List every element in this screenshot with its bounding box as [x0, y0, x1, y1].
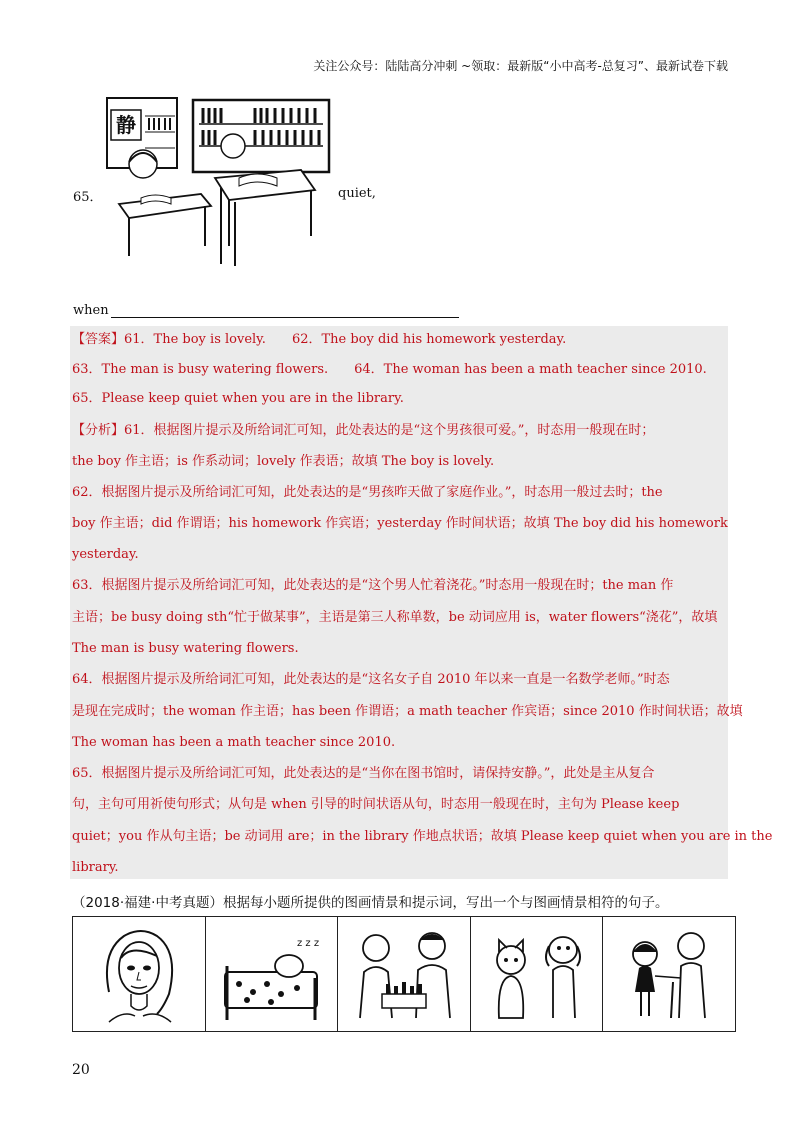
picture-cell-sleeping	[206, 917, 339, 1031]
picture-cell-girl-grandpa	[603, 917, 735, 1031]
picture-cell-cat-dog	[471, 917, 604, 1031]
analysis-line: 62．根据图片提示及所给词汇可知，此处表达的是“男孩昨天做了家庭作业。”，时态用一般过去时；the	[72, 485, 663, 500]
analysis-line: 65．根据图片提示及所给词汇可知，此处表达的是“当你在图书馆时，请保持安静。”，此处是主从复合	[72, 766, 655, 781]
question-intro: （2018·福建·中考真题）根据每小题所提供的图画情景和提示词，写出一个与图画情景相符的句子。	[72, 895, 669, 911]
answer-64: 64．The woman has been a math teacher since 2010.	[354, 362, 707, 377]
analysis-line: the boy 作主语；is 作系动词；lovely 作表语；故填 The boy is lovely.	[72, 454, 495, 469]
picture-table	[72, 916, 736, 1032]
answer-61: 【答案】61．The boy is lovely.	[72, 332, 266, 347]
library-illustration	[105, 96, 333, 266]
question-65-hint: quiet,	[338, 186, 376, 201]
analysis-line: quiet；you 作从句主语；be 动词用 are；in the library 作地点状语；故填 Please keep quiet when you are in the	[72, 829, 773, 844]
when-hint: when	[73, 303, 109, 318]
answer-line-61-62	[72, 331, 566, 349]
analysis-line: 63．根据图片提示及所给词汇可知，此处表达的是“这个男人忙着浇花。”时态用一般现在时；the man 作	[72, 578, 674, 593]
analysis-line: 主语；be busy doing sth“忙于做某事”，主语是第三人称单数，be 动词应用 is，water flowers“浇花”，故填	[72, 610, 718, 625]
analysis-line: The woman has been a math teacher since 2010.	[72, 735, 396, 750]
answer-63: 63．The man is busy watering flowers.	[72, 362, 329, 377]
analysis-line: 【分析】61．根据图片提示及所给词汇可知，此处表达的是“这个男孩很可爱。”，时态用一般现在时；	[72, 423, 655, 438]
analysis-line: 句，主句可用祈使句形式；从句是 when 引导的时间状语从句，时态用一般现在时，主句为 Please keep	[72, 797, 680, 812]
answer-line-63-64	[72, 361, 707, 379]
quiet-sign-char: 静	[116, 113, 136, 137]
page-header: 关注公众号：陆陆高分冲刺 ~领取：最新版“小中高考-总复习”、最新试卷下载	[313, 59, 728, 73]
picture-cell-woman	[73, 917, 206, 1031]
question-65-answer-line	[73, 303, 459, 318]
analysis-line: yesterday.	[72, 547, 139, 562]
answer-62: 62．The boy did his homework yesterday.	[291, 332, 567, 347]
question-65-number: 65．	[73, 190, 103, 205]
analysis-line: boy 作主语；did 作谓语；his homework 作宾语；yesterday 作时间状语；故填 The boy did his homework	[72, 516, 728, 531]
analysis-line: The man is busy watering flowers.	[72, 641, 299, 656]
page-number: 20	[72, 1062, 90, 1078]
girl-and-grandpa-illustration	[609, 922, 729, 1026]
analysis-line: library.	[72, 860, 119, 875]
analysis-line: 是现在完成时；the woman 作主语；has been 作谓语；a math teacher 作宾语；since 2010 作时间状语；故填	[72, 704, 743, 719]
picture-cell-chess	[338, 917, 471, 1031]
answer-65: 65．Please keep quiet when you are in the library.	[72, 391, 404, 406]
chess-players-illustration	[344, 922, 464, 1026]
sleeping-child-illustration	[211, 922, 331, 1026]
answer-blank	[111, 303, 459, 318]
analysis-line: 64．根据图片提示及所给词汇可知，此处表达的是“这名女子自 2010 年以来一直是一名数学老师。”时态	[72, 672, 670, 687]
woman-illustration	[79, 922, 199, 1026]
zzz-text: z z z	[297, 938, 320, 949]
cat-and-dog-illustration	[477, 922, 597, 1026]
